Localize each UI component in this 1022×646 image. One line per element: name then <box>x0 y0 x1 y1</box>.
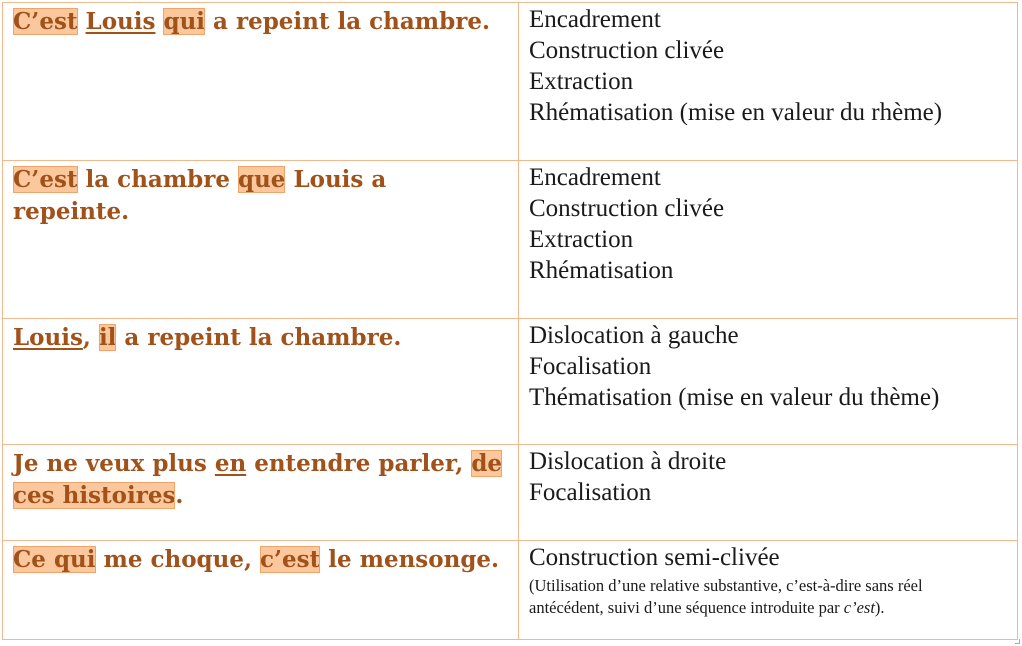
note-line: ). <box>874 598 885 617</box>
term-list <box>519 541 1018 640</box>
underlined-word: Louis <box>85 8 156 35</box>
term-item: Construction clivée <box>529 37 725 64</box>
example-sentence <box>3 445 519 541</box>
example-sentence <box>3 319 519 445</box>
sentence-text: . <box>175 482 184 509</box>
highlighted-word: Ce qui <box>13 546 96 573</box>
table-row <box>3 541 1018 640</box>
term-list <box>519 3 1018 161</box>
highlighted-word: c’est <box>260 546 321 573</box>
underlined-word: Louis <box>13 324 83 351</box>
term-item: Extraction <box>529 226 634 253</box>
highlighted-word: de <box>471 450 503 477</box>
term-item: Construction clivée <box>529 195 725 222</box>
note-line: antécédent, suivi d’une séquence introduite par <box>529 598 844 617</box>
term-item: Focalisation <box>529 353 652 380</box>
example-sentence <box>3 541 519 640</box>
term-item: Extraction <box>529 68 634 95</box>
term-list <box>519 161 1018 319</box>
example-sentence <box>3 3 519 161</box>
term-item: Dislocation à gauche <box>529 322 739 349</box>
term-item: Rhématisation <box>529 257 674 284</box>
sentence-text: le mensonge. <box>320 546 500 573</box>
highlighted-word: que <box>238 166 286 193</box>
sentence-text: , <box>82 324 99 351</box>
term-item: Focalisation <box>529 479 652 506</box>
table-row <box>3 161 1018 319</box>
explanatory-note <box>529 575 1009 619</box>
analysis-table <box>2 2 1018 640</box>
table-row <box>3 319 1018 445</box>
sentence-text: entendre parler, <box>246 450 472 477</box>
term-item: Dislocation à droite <box>529 448 727 475</box>
sentence-text: a repeint la chambre. <box>205 8 490 35</box>
sentence-text: a repeint la chambre. <box>116 324 402 351</box>
table-row <box>3 3 1018 161</box>
term-item: Rhématisation (mise en valeur du rhème) <box>529 99 943 126</box>
highlighted-word: ces histoires <box>13 482 176 509</box>
note-line: (Utilisation d’une relative substantive, c’est-à-dire sans réel <box>529 576 923 595</box>
term-item: Encadrement <box>529 6 661 33</box>
sentence-text <box>78 8 86 35</box>
table-row <box>3 445 1018 541</box>
highlighted-word: il <box>98 324 117 351</box>
sentence-text: Louis a repeinte. <box>13 166 387 225</box>
term-item: Encadrement <box>529 164 661 191</box>
underlined-word: en <box>214 450 247 477</box>
sentence-text: me choque, <box>95 546 261 573</box>
term-list <box>519 319 1018 445</box>
highlighted-word: C’est <box>13 166 78 193</box>
sentence-text: la chambre <box>77 166 238 193</box>
note-italic: c’est <box>843 598 875 617</box>
sentence-text: Je ne veux plus <box>13 450 215 477</box>
highlighted-word: C’est <box>13 8 78 35</box>
term-item: Construction semi-clivée <box>529 544 780 571</box>
term-list <box>519 445 1018 541</box>
highlighted-word: qui <box>163 8 206 35</box>
example-sentence <box>3 161 519 319</box>
corner-mark <box>1015 639 1020 644</box>
term-item: Thématisation (mise en valeur du thème) <box>529 384 940 411</box>
